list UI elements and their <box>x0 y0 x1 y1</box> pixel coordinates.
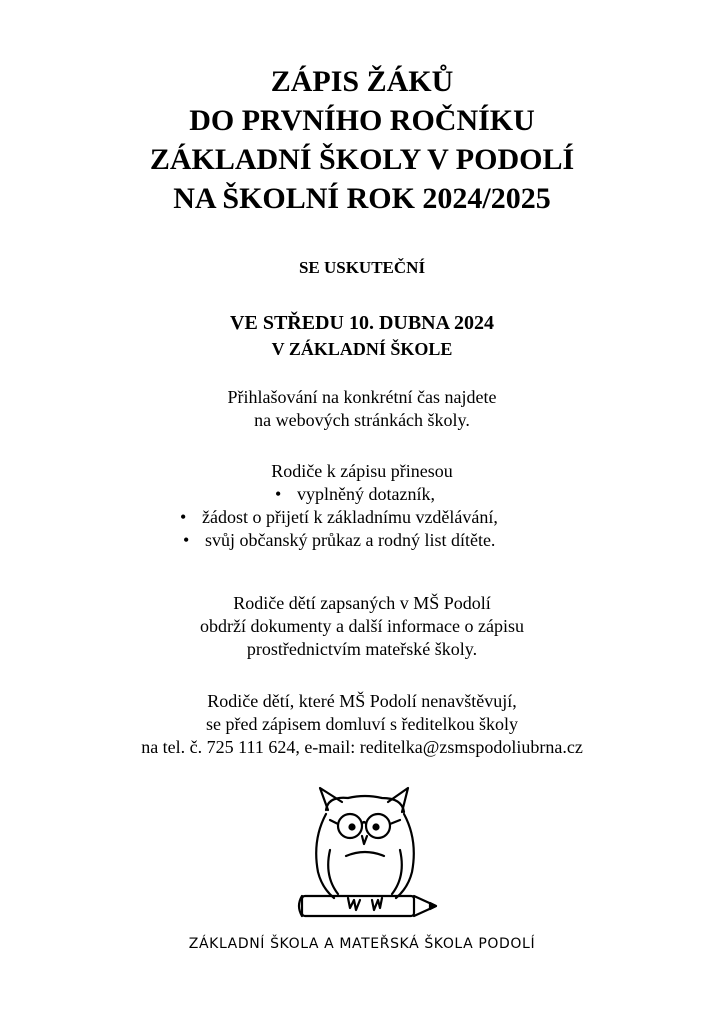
title-line-1: ZÁPIS ŽÁKŮ <box>270 65 454 98</box>
list-item <box>183 529 495 552</box>
contact-line-3: na tel. č. 725 111 624, e-mail: reditelka@zsmspodoliubrna.cz <box>141 737 583 757</box>
school-name-footer: ZÁKLADNÍ ŠKOLA A MATEŘSKÁ ŠKOLA PODOLÍ <box>188 936 536 952</box>
event-info <box>0 310 724 362</box>
kindergarten-line-1: Rodiče dětí zapsaných v MŠ Podolí <box>233 593 491 613</box>
contact-note <box>0 690 724 759</box>
title-line-3: ZÁKLADNÍ ŠKOLY V PODOLÍ <box>149 143 575 176</box>
kindergarten-line-3: prostřednictvím mateřské školy. <box>246 639 478 659</box>
list-item-text: vyplněný dotazník, <box>297 484 435 504</box>
subheading: SE USKUTEČNÍ <box>298 258 426 277</box>
kindergarten-note <box>0 592 724 661</box>
event-place: V ZÁKLADNÍ ŠKOLE <box>271 339 453 359</box>
list-item-text: žádost o přijetí k základnímu vzdělávání, <box>202 507 498 527</box>
bring-intro-text: Rodiče k zápisu přinesou <box>271 461 453 481</box>
list-item <box>275 483 435 506</box>
registration-line-2: na webových stránkách školy. <box>254 410 470 430</box>
owl-on-pencil-icon <box>290 780 440 930</box>
title-line-2: DO PRVNÍHO ROČNÍKU <box>189 104 535 137</box>
list-item <box>180 506 498 529</box>
contact-line-1: Rodiče dětí, které MŠ Podolí nenavštěvují, <box>207 691 517 711</box>
kindergarten-line-2: obdrží dokumenty a další informace o zápisu <box>200 616 524 636</box>
event-date: VE STŘEDU 10. DUBNA 2024 <box>230 312 494 334</box>
contact-line-2: se před zápisem domluví s ředitelkou školy <box>206 714 518 734</box>
bullet-icon: • <box>183 530 190 550</box>
bring-intro <box>0 460 724 483</box>
registration-note <box>0 386 724 432</box>
title-line-4: NA ŠKOLNÍ ROK 2024/2025 <box>173 182 551 215</box>
bullet-icon: • <box>275 484 282 504</box>
registration-line-1: Přihlašování na konkrétní čas najdete <box>227 387 497 407</box>
list-item-text: svůj občanský průkaz a rodný list dítěte. <box>205 530 496 550</box>
bullet-icon: • <box>180 507 187 527</box>
page-title <box>0 62 724 218</box>
